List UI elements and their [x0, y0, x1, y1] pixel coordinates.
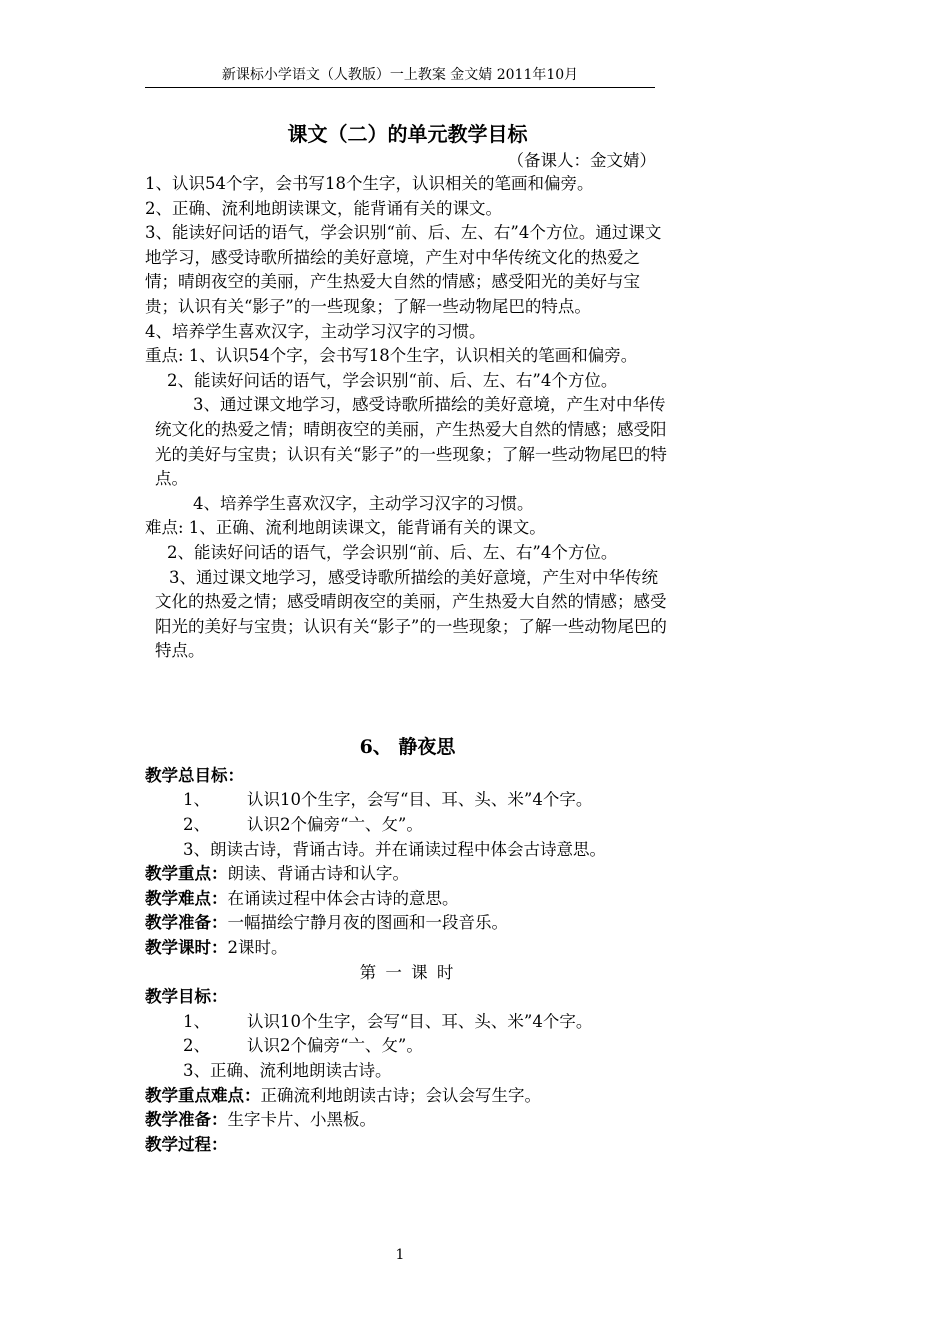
overall-goal-1-text: 认识10个生字，会写“目、耳、头、米”4个字。 — [247, 790, 593, 810]
overall-goal-2-text: 认识2个偏旁“亠、攵”。 — [247, 815, 423, 835]
period-prep-label: 教学准备： — [145, 1110, 228, 1130]
period-goal-2-text: 认识2个偏旁“亠、攵”。 — [247, 1036, 423, 1056]
teaching-difficulty-text: 在诵读过程中体会古诗的意思。 — [227, 888, 459, 908]
teaching-key-label: 教学重点： — [145, 864, 228, 884]
period-goal-1 — [145, 1010, 670, 1035]
period-prep — [145, 1108, 670, 1133]
page-content — [145, 118, 670, 1157]
overall-goal-3: 3、朗读古诗，背诵古诗。并在诵读过程中体会古诗意思。 — [183, 839, 606, 859]
teaching-key-text: 朗读、背诵古诗和认字。 — [227, 864, 409, 884]
teaching-hours — [145, 936, 670, 961]
key-point-4: 4、培养学生喜欢汉字，主动学习汉字的习惯。 — [193, 493, 534, 513]
period-goal-1-text: 认识10个生字，会写“目、耳、头、米”4个字。 — [247, 1011, 593, 1031]
overall-goal-2 — [145, 813, 670, 838]
difficulty-3: 3、通过课文地学习，感受诗歌所描绘的美好意境，产生对中华传统文化的热爱之情；感受晴朗夜空的美丽，产生热爱大自然的情感；感受阳光的美好与宝贵；认识有关“影子”的一些现象；了解一些动物尾巴的特点。 — [155, 567, 667, 661]
period-key-difficulty-text: 正确流利地朗读古诗；会认会写生字。 — [260, 1085, 541, 1105]
teaching-prep-label: 教学准备： — [145, 913, 228, 933]
teaching-prep-text: 一幅描绘宁静月夜的图画和一段音乐。 — [227, 913, 508, 933]
period-goal-2 — [145, 1034, 670, 1059]
unit-title: 课文（二）的单元教学目标 — [287, 122, 528, 146]
overall-goals-label: 教学总目标： — [145, 765, 244, 785]
teaching-difficulty — [145, 887, 670, 912]
unit-goal-1: 1、认识54个字，会书写18个生字，认识相关的笔画和偏旁。 — [145, 174, 594, 193]
teaching-hours-text: 2课时。 — [227, 938, 288, 958]
section-spacer — [145, 664, 670, 730]
unit-goal-3: 3、能读好问话的语气，学会识别“前、后、左、右”4个方位。通过课文地学习，感受诗歌所描绘的美好意境，产生对中华传统文化的热爱之情；晴朗夜空的美丽，产生热爱大自然的情感；感受阳光的美好与宝贵；认识有关“影子”的一些现象；了解一些动物尾巴的特点。 — [145, 223, 662, 316]
period-goal-2-num: 2、 — [183, 1036, 210, 1056]
period-key-difficulty — [145, 1084, 670, 1109]
teaching-prep — [145, 911, 670, 936]
key-point-2: 2、能读好问话的语气，学会识别“前、后、左、右”4个方位。 — [167, 370, 618, 390]
teaching-process-label: 教学过程： — [145, 1134, 228, 1154]
key-point-1: 重点: 1、认识54个字，会书写18个生字，认识相关的笔画和偏旁。 — [145, 346, 638, 366]
period-heading: 第 一 课 时 — [359, 962, 456, 982]
period-goal-3: 3、正确、流利地朗读古诗。 — [183, 1061, 392, 1080]
overall-goal-2-num: 2、 — [183, 815, 210, 835]
key-point-3: 3、通过课文地学习，感受诗歌所描绘的美好意境，产生对中华传统文化的热爱之情；晴朗夜空的美丽，产生热爱大自然的情感；感受阳光的美好与宝贵；认识有关“影子”的一些现象；了解一些动物尾巴的特点。 — [155, 395, 667, 489]
overall-goal-1-num: 1、 — [183, 790, 210, 810]
difficulty-2: 2、能读好问话的语气，学会识别“前、后、左、右”4个方位。 — [167, 542, 618, 562]
unit-author: （备课人：金文婧） — [507, 151, 656, 170]
period-key-difficulty-label: 教学重点难点： — [145, 1085, 261, 1105]
unit-goal-4: 4、培养学生喜欢汉字，主动学习汉字的习惯。 — [145, 321, 486, 341]
teaching-hours-label: 教学课时： — [145, 938, 228, 958]
overall-goal-1 — [145, 788, 670, 813]
lesson-title: 6、 静夜思 — [359, 735, 456, 758]
period-prep-text: 生字卡片、小黑板。 — [227, 1110, 376, 1130]
header-rule — [145, 87, 655, 88]
teaching-key — [145, 862, 670, 887]
unit-goal-2: 2、正确、流利地朗读课文，能背诵有关的课文。 — [145, 198, 502, 218]
period-goals-label: 教学目标： — [145, 987, 228, 1007]
page-header: 新课标小学语文（人教版）一上教案 金文婧 2011年10月 — [221, 67, 579, 83]
page-number: 1 — [395, 1247, 405, 1263]
period-goal-1-num: 1、 — [183, 1011, 210, 1031]
difficulty-1: 难点: 1、正确、流利地朗读课文，能背诵有关的课文。 — [145, 518, 546, 538]
teaching-difficulty-label: 教学难点： — [145, 888, 228, 908]
